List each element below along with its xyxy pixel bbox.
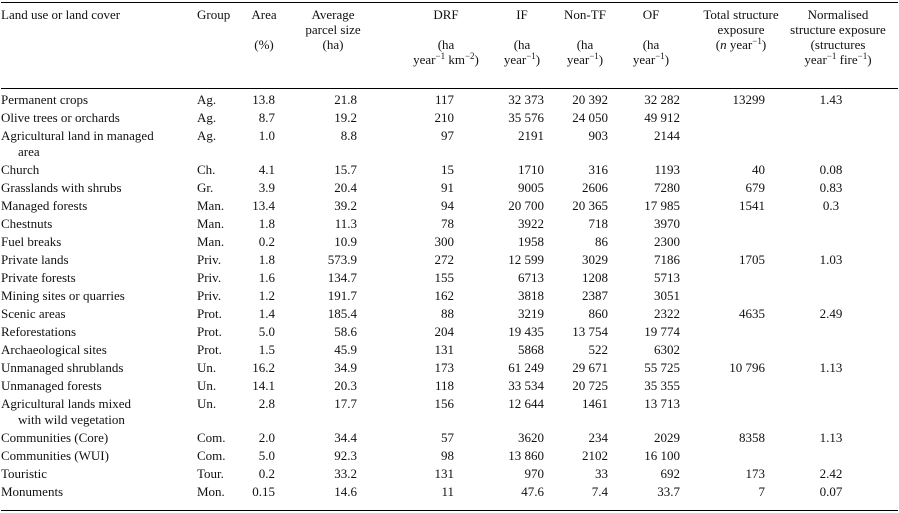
cell-if: 33 534 [508, 378, 544, 393]
cell-area: 13.4 [252, 198, 275, 213]
cell-nontf: 20 365 [572, 198, 608, 213]
cell-area: 1.0 [258, 128, 275, 143]
cell-of: 1193 [654, 162, 680, 177]
header-nse-line3: (structures [810, 37, 866, 52]
table-row [1, 197, 898, 215]
cell-group: Prot. [197, 306, 222, 321]
cell-land-use [1, 270, 191, 286]
table-row [1, 287, 898, 305]
land-use-label: Touristic [1, 466, 48, 481]
cell-tse: 7 [758, 484, 765, 499]
cell-drf: 162 [434, 288, 454, 303]
cell-of: 692 [660, 466, 680, 481]
table-row [1, 377, 898, 395]
land-use-label: Private forests [1, 270, 76, 285]
cell-area: 5.0 [258, 324, 275, 339]
header-nse-line4: year$^{-1}$ fire$^{-1}$) [804, 51, 872, 67]
cell-parcel: 185.4 [327, 306, 357, 321]
header-parcel-unit: (ha) [322, 37, 344, 52]
table-row [1, 179, 898, 197]
cell-land-use [1, 466, 191, 482]
cell-parcel: 573.9 [327, 252, 357, 267]
cell-if: 5868 [518, 342, 544, 357]
land-use-label: Church [1, 162, 40, 177]
cell-parcel: 14.6 [334, 484, 357, 499]
cell-nontf: 1208 [582, 270, 608, 285]
cell-nontf: 234 [588, 430, 608, 445]
land-use-label: Fuel breaks [1, 234, 62, 249]
header-non-tf-unit1: (ha [576, 37, 594, 52]
cell-land-use [1, 198, 191, 214]
cell-land-use [1, 110, 191, 126]
cell-if: 3818 [518, 288, 544, 303]
cell-if: 19 435 [508, 324, 544, 339]
cell-nse: 1.03 [819, 252, 843, 267]
cell-land-use [1, 234, 191, 250]
cell-area: 14.1 [252, 378, 275, 393]
cell-drf: 94 [441, 198, 454, 213]
cell-group: Un. [197, 378, 217, 393]
cell-group: Ag. [197, 128, 217, 143]
cell-parcel: 21.8 [334, 92, 357, 107]
cell-group: Prot. [197, 342, 222, 357]
cell-area: 0.2 [258, 234, 275, 249]
land-use-label: Communities (Core) [1, 430, 109, 445]
header-non-tf-label: Non-TF [564, 7, 606, 22]
cell-parcel: 33.2 [334, 466, 357, 481]
header-area-unit: (%) [254, 37, 274, 52]
cell-drf: 11 [441, 484, 454, 499]
cell-nse: 1.13 [819, 360, 843, 375]
cell-tse: 40 [752, 162, 765, 177]
header-drf-label: DRF [433, 7, 459, 22]
cell-tse: 1705 [739, 252, 765, 267]
cell-land-use [1, 360, 191, 376]
cell-area: 1.8 [258, 252, 275, 267]
cell-group: Priv. [197, 288, 222, 303]
cell-land-use [1, 378, 191, 394]
cell-group: Com. [197, 448, 226, 463]
cell-of: 32 282 [644, 92, 680, 107]
cell-if: 9005 [518, 180, 544, 195]
cell-land-use [1, 430, 191, 446]
cell-drf: 173 [434, 360, 454, 375]
land-use-label: Mining sites or quarries [1, 288, 125, 303]
header-normalised-structure-exposure [777, 7, 899, 67]
cell-drf: 156 [434, 396, 454, 411]
cell-parcel: 15.7 [334, 162, 357, 177]
cell-nontf: 33 [595, 466, 608, 481]
cell-area: 0.15 [252, 484, 275, 499]
cell-drf: 131 [434, 342, 454, 357]
cell-group: Man. [197, 216, 225, 231]
cell-drf: 88 [441, 306, 454, 321]
table-row [1, 341, 898, 359]
header-if-label: IF [516, 7, 528, 22]
cell-area: 1.8 [258, 216, 275, 231]
cell-if: 970 [524, 466, 544, 481]
header-tse-line1: Total structure [703, 7, 779, 22]
cell-nontf: 7.4 [591, 484, 608, 499]
cell-if: 12 644 [508, 396, 544, 411]
cell-nontf: 522 [588, 342, 608, 357]
cell-land-use [1, 216, 191, 232]
header-non-tf [557, 7, 613, 67]
cell-of: 19 774 [644, 324, 680, 339]
table-body [1, 91, 898, 501]
cell-if: 2191 [518, 128, 544, 143]
cell-if: 32 373 [508, 92, 544, 107]
cell-drf: 78 [441, 216, 454, 231]
cell-group: Priv. [197, 252, 222, 267]
cell-parcel: 11.3 [334, 216, 357, 231]
land-use-label: Chestnuts [1, 216, 53, 231]
table-row [1, 465, 898, 483]
cell-group: Gr. [197, 180, 214, 195]
cell-drf: 272 [434, 252, 454, 267]
land-use-label: Agricultural land in managed [1, 128, 154, 143]
cell-tse: 1541 [739, 198, 765, 213]
cell-area: 2.8 [258, 396, 275, 411]
table-row [1, 127, 898, 161]
cell-parcel: 58.6 [334, 324, 357, 339]
header-drf [401, 7, 491, 67]
cell-drf: 91 [441, 180, 454, 195]
header-parcel-line2: parcel size [305, 22, 361, 37]
cell-group: Un. [197, 396, 217, 411]
cell-group: Priv. [197, 270, 222, 285]
land-use-label: Permanent crops [1, 92, 89, 107]
cell-area: 13.8 [252, 92, 275, 107]
cell-nontf: 860 [588, 306, 608, 321]
cell-area: 1.4 [258, 306, 275, 321]
cell-land-use [1, 128, 191, 160]
cell-of: 5713 [654, 270, 680, 285]
table-top-rule [1, 2, 898, 3]
land-use-label: Grasslands with shrubs [1, 180, 122, 195]
cell-parcel: 34.9 [334, 360, 357, 375]
cell-of: 7186 [654, 252, 680, 267]
cell-group: Com. [197, 430, 226, 445]
header-if-unit2: year$^{-1}$) [503, 51, 541, 67]
header-of [623, 7, 679, 67]
cell-tse: 10 796 [729, 360, 765, 375]
header-bottom-rule [1, 88, 898, 89]
cell-group: Man. [197, 234, 225, 249]
cell-land-use [1, 162, 191, 178]
cell-area: 16.2 [252, 360, 275, 375]
table-row [1, 429, 898, 447]
cell-if: 47.6 [521, 484, 544, 499]
header-area [247, 7, 281, 52]
cell-group: Prot. [197, 324, 222, 339]
cell-group: Ag. [197, 110, 217, 125]
cell-of: 6302 [654, 342, 680, 357]
table-row [1, 483, 898, 501]
cell-parcel: 10.9 [334, 234, 357, 249]
cell-drf: 97 [441, 128, 454, 143]
land-use-label: Unmanaged shrublands [1, 360, 124, 375]
cell-if: 13 860 [508, 448, 544, 463]
cell-nontf: 1461 [582, 396, 608, 411]
cell-area: 0.2 [258, 466, 275, 481]
cell-tse: 13299 [732, 92, 765, 107]
cell-parcel: 39.2 [334, 198, 357, 213]
cell-nse: 0.3 [822, 198, 840, 213]
land-use-label: Monuments [1, 484, 64, 499]
cell-land-use [1, 484, 191, 500]
cell-if: 1958 [518, 234, 544, 249]
cell-of: 2029 [654, 430, 680, 445]
land-use-label: Archaeological sites [1, 342, 107, 357]
header-non-tf-unit2: year$^{-1}$) [566, 51, 604, 67]
cell-of: 3051 [654, 288, 680, 303]
cell-tse: 4635 [739, 306, 765, 321]
cell-if: 20 700 [508, 198, 544, 213]
cell-parcel: 20.3 [334, 378, 357, 393]
cell-drf: 155 [434, 270, 454, 285]
cell-nontf: 316 [588, 162, 608, 177]
cell-land-use [1, 448, 191, 464]
cell-area: 2.0 [258, 430, 275, 445]
cell-tse: 173 [745, 466, 765, 481]
header-nse-line1: Normalised [807, 7, 869, 22]
header-parcel-line1: Average [311, 7, 355, 22]
cell-nontf: 903 [588, 128, 608, 143]
table-row [1, 305, 898, 323]
cell-area: 1.5 [258, 342, 275, 357]
cell-of: 3970 [654, 216, 680, 231]
cell-if: 35 576 [508, 110, 544, 125]
cell-land-use [1, 306, 191, 322]
header-area-label: Area [251, 7, 277, 22]
cell-nontf: 3029 [582, 252, 608, 267]
header-drf-unit1: (ha [437, 37, 455, 52]
cell-drf: 204 [434, 324, 454, 339]
land-use-label: Communities (WUI) [1, 448, 109, 463]
header-group [197, 7, 230, 22]
cell-of: 13 713 [644, 396, 680, 411]
header-of-unit1: (ha [642, 37, 660, 52]
cell-land-use [1, 342, 191, 358]
cell-nse: 1.43 [819, 92, 843, 107]
cell-parcel: 34.4 [334, 430, 357, 445]
cell-nse: 0.07 [819, 484, 843, 499]
cell-of: 35 355 [644, 378, 680, 393]
table-row [1, 359, 898, 377]
cell-area: 3.9 [258, 180, 275, 195]
cell-group: Mon. [197, 484, 225, 499]
cell-drf: 15 [441, 162, 454, 177]
cell-land-use [1, 252, 191, 268]
table-row [1, 215, 898, 233]
cell-of: 2300 [654, 234, 680, 249]
cell-tse: 8358 [739, 430, 765, 445]
cell-parcel: 19.2 [334, 110, 357, 125]
cell-nontf: 718 [588, 216, 608, 231]
cell-of: 2144 [654, 128, 680, 143]
table-row [1, 323, 898, 341]
header-nse-line2: structure exposure [790, 22, 886, 37]
header-of-unit2: year$^{-1}$) [632, 51, 670, 67]
cell-group: Tour. [197, 466, 224, 481]
cell-if: 1710 [518, 162, 544, 177]
table-row [1, 109, 898, 127]
cell-nse: 0.83 [819, 180, 843, 195]
cell-if: 12 599 [508, 252, 544, 267]
cell-drf: 118 [434, 378, 454, 393]
table-row [1, 269, 898, 287]
cell-nontf: 20 392 [572, 92, 608, 107]
table-row [1, 161, 898, 179]
cell-land-use [1, 92, 191, 108]
cell-of: 55 725 [644, 360, 680, 375]
land-use-label: Managed forests [1, 198, 88, 213]
cell-land-use [1, 324, 191, 340]
cell-group: Man. [197, 198, 225, 213]
header-drf-unit2: year$^{-1}$ $km^{-2}$) [413, 51, 479, 67]
cell-of: 49 912 [644, 110, 680, 125]
cell-of: 2322 [654, 306, 680, 321]
cell-area: 4.1 [258, 162, 275, 177]
header-group-label: Group [197, 7, 231, 22]
land-use-label-cont: area [18, 144, 40, 159]
land-use-label: Scenic areas [1, 306, 66, 321]
cell-nse: 0.08 [819, 162, 843, 177]
cell-parcel: 191.7 [327, 288, 357, 303]
cell-if: 3219 [518, 306, 544, 321]
header-total-structure-exposure [691, 7, 791, 52]
cell-drf: 117 [434, 92, 454, 107]
cell-if: 6713 [518, 270, 544, 285]
cell-of: 7280 [654, 180, 680, 195]
cell-if: 3922 [518, 216, 544, 231]
land-use-label: Unmanaged forests [1, 378, 102, 393]
cell-drf: 98 [441, 448, 454, 463]
cell-parcel: 92.3 [334, 448, 357, 463]
table-bottom-rule [1, 510, 898, 511]
cell-land-use [1, 180, 191, 196]
land-use-label-cont: with wild vegetation [18, 412, 125, 427]
cell-parcel: 20.4 [334, 180, 357, 195]
cell-nse: 2.42 [819, 466, 843, 481]
cell-group: Un. [197, 360, 217, 375]
cell-of: 16 100 [644, 448, 680, 463]
cell-drf: 131 [434, 466, 454, 481]
table-row [1, 395, 898, 429]
cell-area: 5.0 [258, 448, 275, 463]
cell-nse: 2.49 [819, 306, 843, 321]
cell-area: 1.6 [258, 270, 275, 285]
cell-of: 17 985 [644, 198, 680, 213]
header-land-use [1, 7, 120, 22]
table-row [1, 233, 898, 251]
cell-parcel: 8.8 [340, 128, 357, 143]
cell-nontf: 2606 [582, 180, 608, 195]
table-row [1, 447, 898, 465]
table-row [1, 91, 898, 109]
table-row [1, 251, 898, 269]
cell-nontf: 2387 [582, 288, 608, 303]
cell-nontf: 24 050 [572, 110, 608, 125]
cell-nontf: 29 671 [572, 360, 608, 375]
cell-nse: 1.13 [819, 430, 843, 445]
cell-group: Ag. [197, 92, 217, 107]
header-of-label: OF [642, 7, 660, 22]
cell-group: Ch. [197, 162, 216, 177]
cell-area: 1.2 [258, 288, 275, 303]
header-parcel-size [291, 7, 375, 52]
header-if-unit1: (ha [513, 37, 531, 52]
cell-land-use [1, 396, 191, 428]
cell-area: 8.7 [258, 110, 275, 125]
cell-nontf: 13 754 [572, 324, 608, 339]
land-use-label: Olive trees or orchards [1, 110, 120, 125]
cell-if: 61 249 [508, 360, 544, 375]
cell-nontf: 86 [595, 234, 608, 249]
cell-nontf: 2102 [582, 448, 608, 463]
header-tse-line2: exposure [717, 22, 765, 37]
cell-if: 3620 [518, 430, 544, 445]
land-use-label: Agricultural lands mixed [1, 396, 131, 411]
cell-tse: 679 [745, 180, 765, 195]
cell-parcel: 17.7 [334, 396, 357, 411]
header-if [496, 7, 548, 67]
cell-nontf: 20 725 [572, 378, 608, 393]
cell-drf: 210 [434, 110, 454, 125]
header-land-use-label: Land use or land cover [1, 7, 121, 22]
cell-of: 33.7 [657, 484, 680, 499]
cell-drf: 300 [434, 234, 454, 249]
land-use-label: Private lands [1, 252, 69, 267]
cell-parcel: 45.9 [334, 342, 357, 357]
cell-land-use [1, 288, 191, 304]
land-use-label: Reforestations [1, 324, 77, 339]
header-tse-unit: (n year$^{-1}$) [715, 36, 767, 52]
cell-parcel: 134.7 [327, 270, 357, 285]
cell-drf: 57 [441, 430, 454, 445]
